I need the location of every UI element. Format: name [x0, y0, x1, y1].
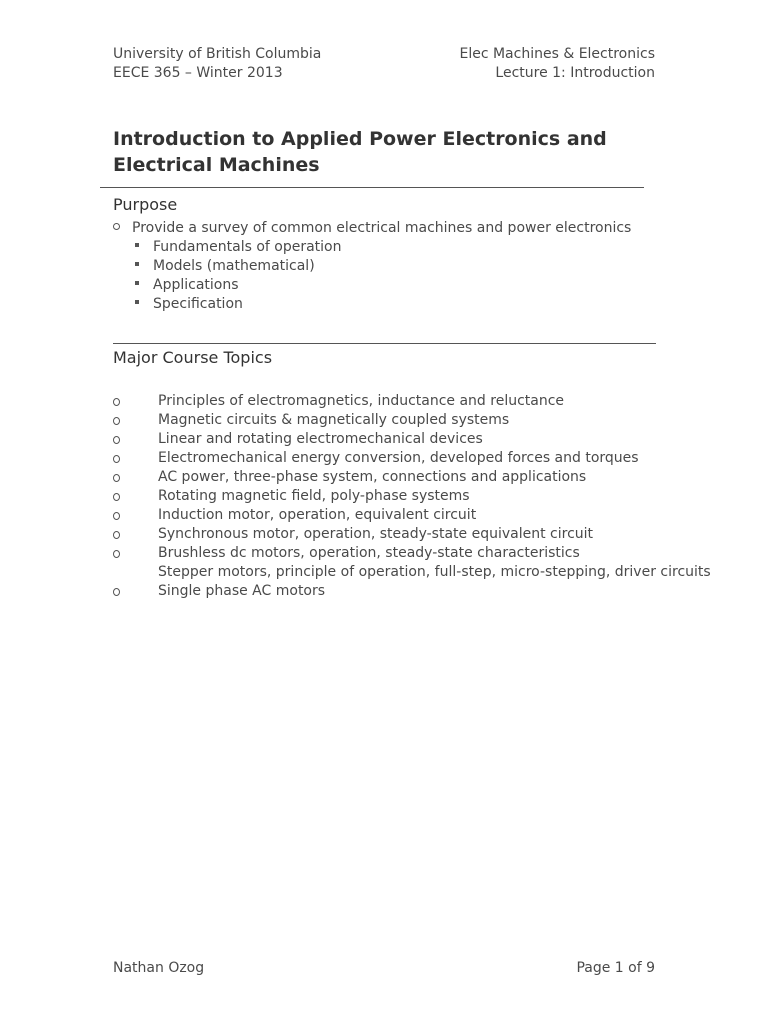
header-subject: Elec Machines & Electronics: [459, 46, 655, 62]
topic-item: [113, 544, 713, 563]
topic-item: [113, 430, 713, 449]
footer-page-number: Page 1 of 9: [576, 960, 655, 976]
topic-item: [113, 392, 713, 411]
topic-item-text: Stepper motors, principle of operation, full-step, micro-stepping, driver circuits: [158, 564, 711, 580]
document-title: Introduction to Applied Power Electronics and Electrical Machines: [113, 128, 607, 176]
title-divider: [100, 187, 644, 188]
ring-bullet-icon: [113, 512, 120, 520]
square-bullet-icon: [135, 300, 139, 304]
list-item-text: Specification: [153, 296, 243, 312]
square-bullet-icon: [135, 243, 139, 247]
ring-bullet-icon: [113, 493, 120, 501]
list-item: [135, 295, 342, 314]
topic-item-text: Synchronous motor, operation, steady-state equivalent circuit: [158, 526, 594, 542]
topics-list: [113, 392, 713, 601]
topic-item-text: Magnetic circuits & magnetically coupled systems: [158, 412, 510, 428]
ring-bullet-icon: [113, 398, 120, 406]
footer-author: Nathan Ozog: [113, 960, 205, 976]
list-item-text: Applications: [153, 277, 239, 293]
header-university: University of British Columbia: [113, 46, 322, 62]
header-course: EECE 365 – Winter 2013: [113, 65, 283, 81]
topic-item: [113, 411, 713, 430]
topic-item-text: Rotating magnetic field, poly-phase systems: [158, 488, 470, 504]
topic-item-text: AC power, three-phase system, connections and applications: [158, 469, 587, 485]
topic-item: [113, 582, 713, 601]
header-right: [459, 45, 655, 83]
list-item: [135, 276, 342, 295]
topic-item: [113, 525, 713, 544]
list-item-text: Fundamentals of operation: [153, 239, 342, 255]
topic-item: [113, 487, 713, 506]
section-divider: [113, 343, 656, 344]
ring-bullet-icon: [113, 588, 120, 596]
square-bullet-icon: [135, 262, 139, 266]
list-item-text: Models (mathematical): [153, 258, 315, 274]
purpose-main-item: [113, 219, 713, 238]
topic-item-text: Linear and rotating electromechanical devices: [158, 431, 483, 447]
topic-item-text: Single phase AC motors: [158, 583, 326, 599]
ring-bullet-icon: [113, 223, 120, 230]
list-item: [135, 238, 342, 257]
ring-bullet-icon: [113, 436, 120, 444]
topic-item-text: Brushless dc motors, operation, steady-state characteristics: [158, 545, 580, 561]
purpose-heading: Purpose: [113, 195, 178, 214]
list-item: [135, 257, 342, 276]
ring-bullet-icon: [113, 550, 120, 558]
topic-item: [113, 468, 713, 487]
ring-bullet-icon: [113, 531, 120, 539]
topic-item: [113, 563, 713, 582]
topic-item-text: Electromechanical energy conversion, developed forces and torques: [158, 450, 639, 466]
header-left: [113, 45, 321, 83]
ring-bullet-icon: [113, 417, 120, 425]
ring-bullet-icon: [113, 474, 120, 482]
ring-bullet-icon: [113, 455, 120, 463]
square-bullet-icon: [135, 281, 139, 285]
topic-item-text: Induction motor, operation, equivalent circuit: [158, 507, 477, 523]
topic-item: [113, 506, 713, 525]
topic-item-text: Principles of electromagnetics, inductance and reluctance: [158, 393, 565, 409]
purpose-sub-list: [135, 238, 342, 314]
topics-heading: Major Course Topics: [113, 348, 273, 367]
header-lecture: Lecture 1: Introduction: [495, 65, 655, 81]
purpose-main-text: Provide a survey of common electrical machines and power electronics: [132, 220, 632, 236]
topic-item: [113, 449, 713, 468]
